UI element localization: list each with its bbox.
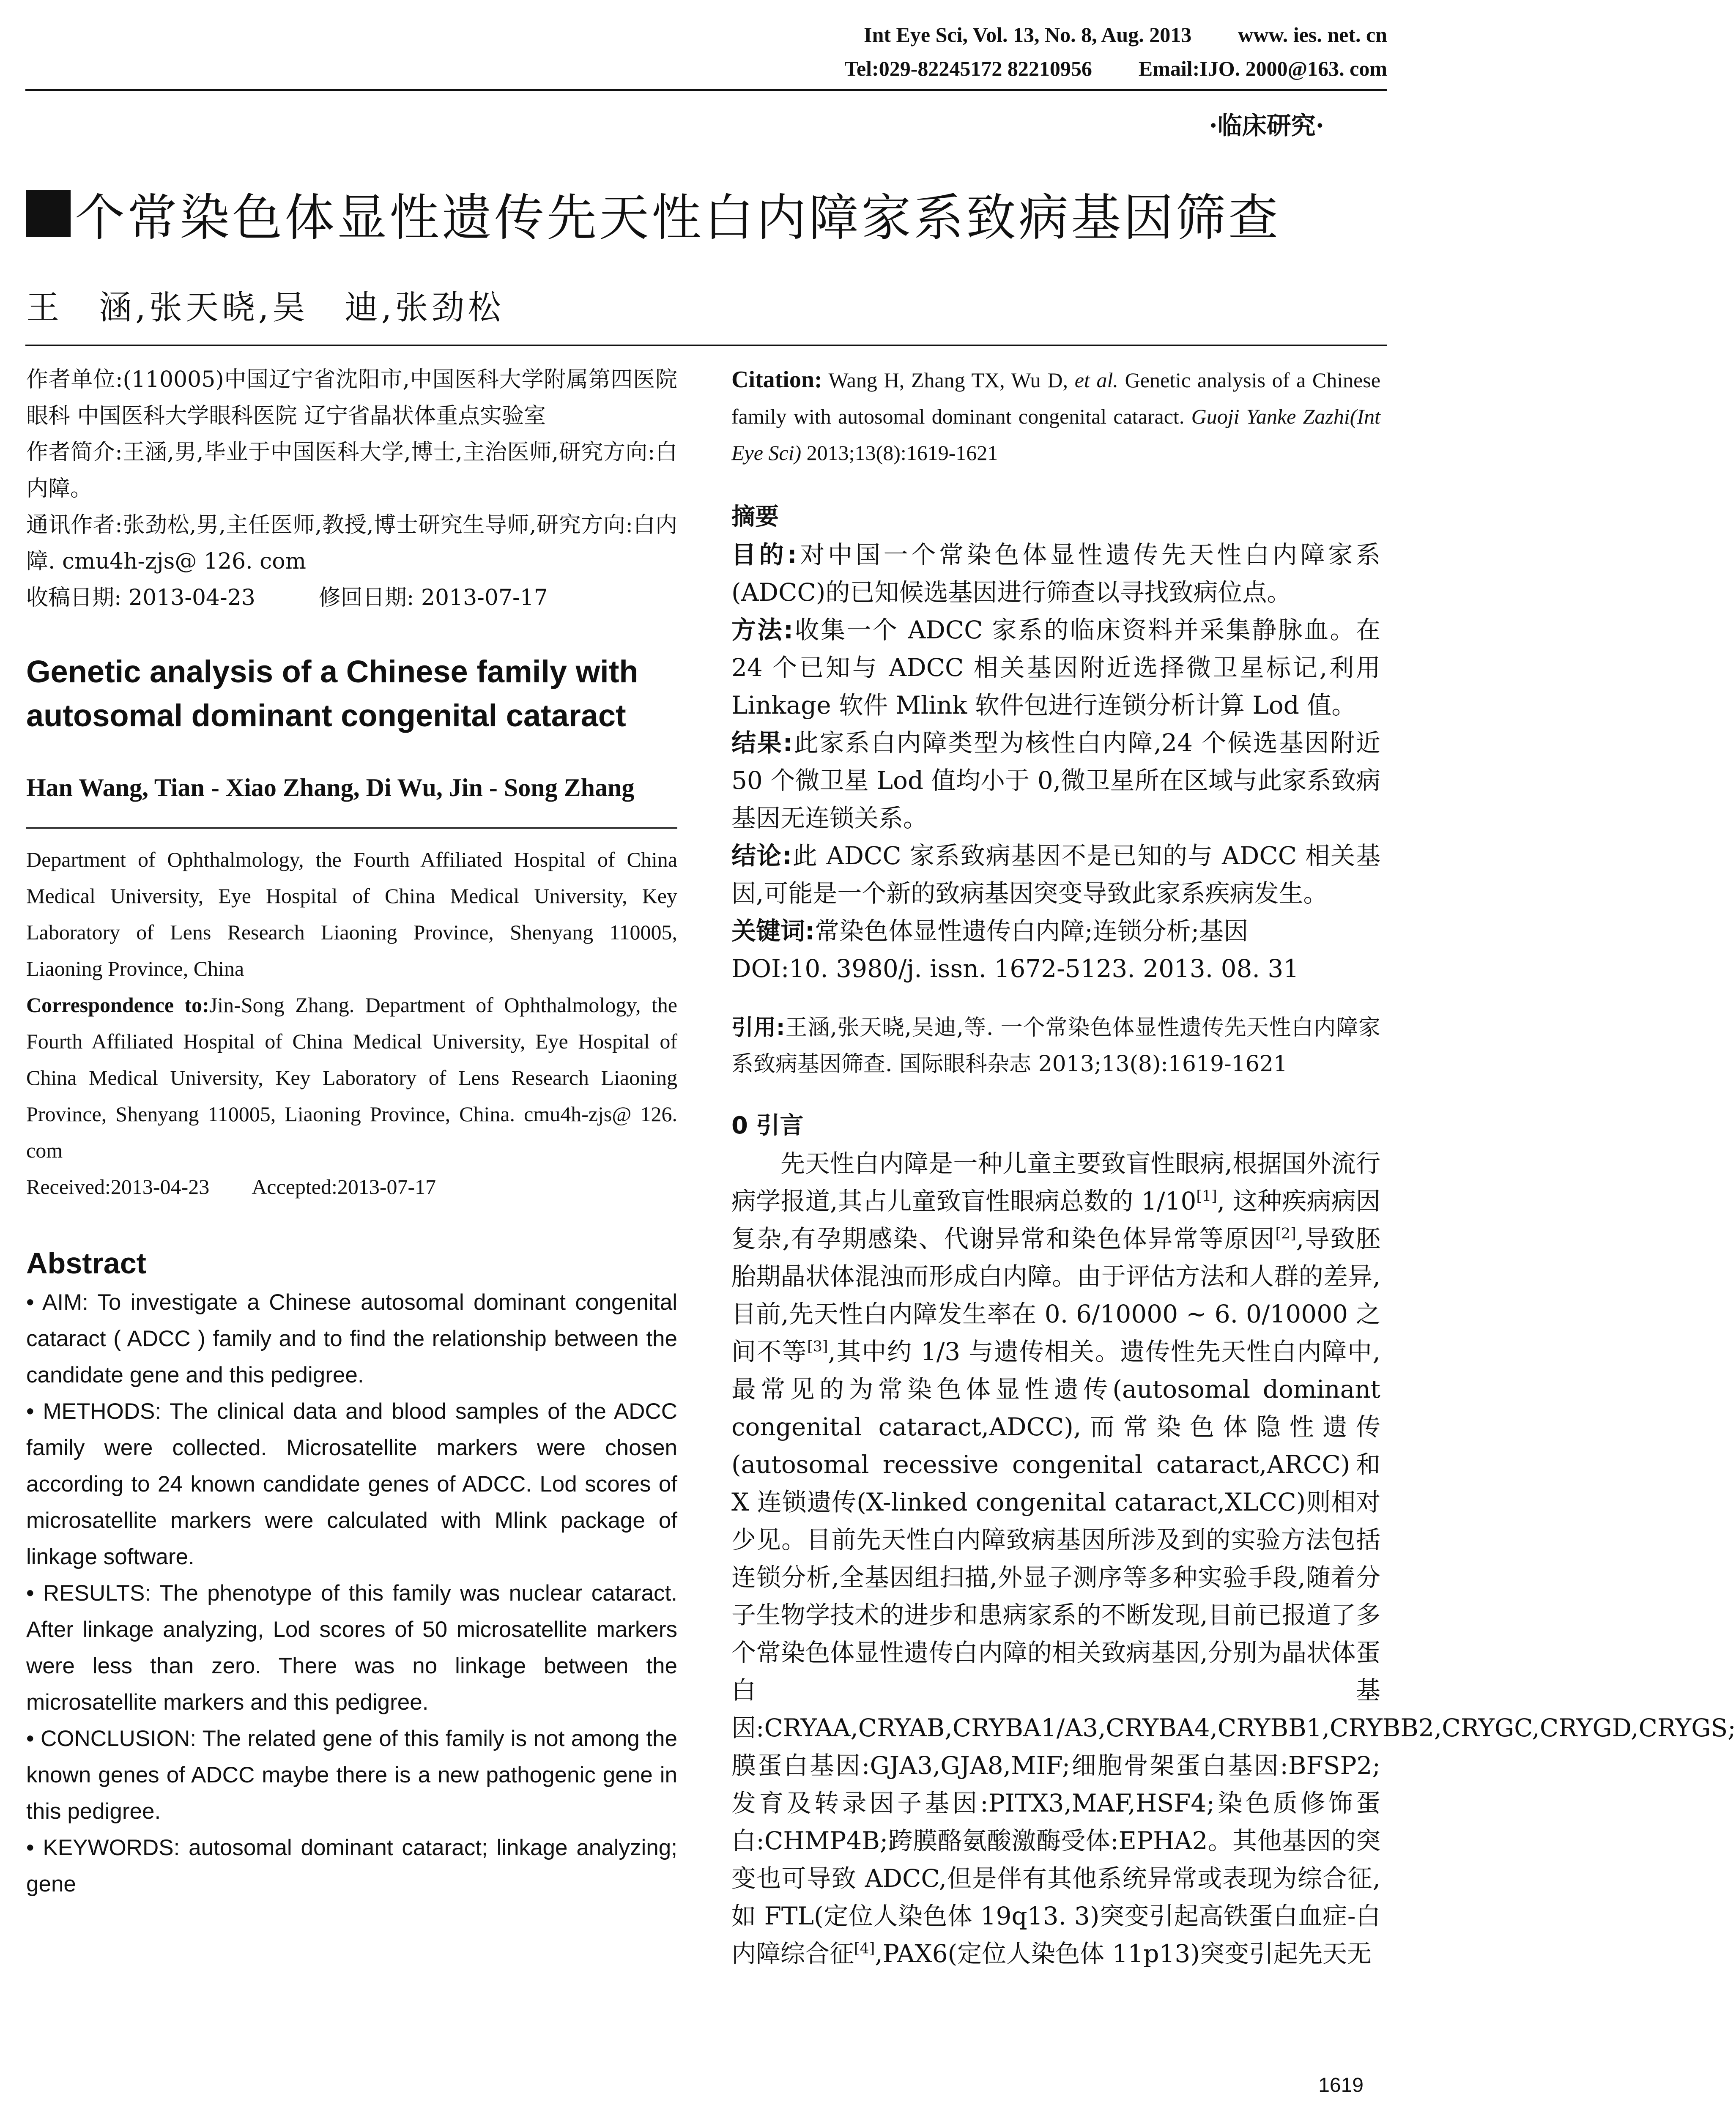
- corresponding-author-cn: [26, 507, 677, 580]
- reference-4[interactable]: [4]: [854, 1940, 875, 1957]
- abstract-cn-aim: [731, 536, 1380, 611]
- bio-label: 作者简介:: [26, 440, 123, 465]
- corr-label: 通讯作者:: [26, 512, 123, 538]
- intro-paragraph: [731, 1145, 1736, 1973]
- correspondence-label: Correspondence to:: [26, 993, 209, 1017]
- accepted-date-en: Accepted:2013-07-17: [252, 1175, 436, 1199]
- citation-cn: [731, 1010, 1380, 1082]
- corr-text: 张劲松,男,主任医师,教授,博士研究生导师,研究方向:白内障. cmu4h-zjs@ 126. com: [26, 512, 677, 574]
- journal-website[interactable]: www. ies. net. cn: [1238, 23, 1387, 47]
- correspondence-text: Jin-Song Zhang. Department of Ophthalmology, the Fourth Affiliated Hospital of China Medical University, Eye Hospital of China Medical University, Key Laboratory of Lens Research Liaoning Province, Shenyang 110005, Liaoning Province, China. cmu4h-zjs@ 126. com: [26, 993, 677, 1162]
- author-affiliation: [26, 361, 677, 434]
- reference-2[interactable]: [2]: [1275, 1225, 1296, 1243]
- received-date-cn: 收稿日期: 2013-04-23: [26, 585, 255, 610]
- intro-text-3: ,导致胚胎期晶状体混浊而形成白内障。由于评估方法和人群的差异,目前,先天性白内障发生率在 0. 6/10000 ~ 6. 0/10000 之间不等: [731, 1224, 1380, 1366]
- bio-text: 王涵,男,毕业于中国医科大学,博士,主治医师,研究方向:白内障。: [26, 440, 677, 501]
- abstract-aim: • AIM: To investigate a Chinese autosomal dominant congenital cataract ( ADCC ) family and to find the relationship between the candidate gene and this pedigree.: [26, 1290, 677, 1388]
- conclusion-cn-text: 此 ADCC 家系致病基因不是已知的与 ADCC 相关基因,可能是一个新的致病基因突变导致此家系疾病发生。: [731, 841, 1380, 908]
- methods-cn-text: 收集一个 ADCC 家系的临床资料并采集静脉血。在 24 个已知与 ADCC 相关基因附近选择微卫星标记,利用 Linkage 软件 Mlink 软件包进行连锁分析计算 Lod 值。: [731, 616, 1380, 720]
- page-number: 1619: [1318, 2074, 1364, 2097]
- abstract-cn-methods: [731, 611, 1380, 724]
- revised-date-cn: 修回日期: 2013-07-17: [318, 585, 548, 610]
- article-title-text: 个常染色体显性遗传先天性白内障家系致病基因筛查: [75, 189, 1281, 247]
- author-rule: [26, 827, 677, 829]
- received-date-en: Received:2013-04-23: [26, 1175, 210, 1199]
- journal-email[interactable]: Email:IJO. 2000@163. com: [1138, 57, 1387, 80]
- section-tag: ·临床研究·: [1209, 111, 1324, 140]
- journal-tel: Tel:029-82245172 82210956: [844, 57, 1092, 80]
- citation-cn-label: 引用:: [731, 1015, 785, 1040]
- methods-cn-label: 方法:: [731, 616, 794, 644]
- reference-1[interactable]: [1]: [1196, 1188, 1217, 1205]
- article-title: [26, 178, 1281, 249]
- left-column: [26, 361, 677, 1902]
- title-redacted-block: [26, 190, 71, 237]
- dates-cn: [26, 580, 677, 616]
- author-list-cn: 王 涵,张天晓,吴 迪,张劲松: [26, 289, 504, 327]
- citation-cn-text: 王涵,张天晓,吴迪,等. 一个常染色体显性遗传先天性白内障家系致病基因筛查. 国际眼科杂志 2013;13(8):1619-1621: [731, 1015, 1380, 1077]
- citation-label: Citation:: [731, 367, 822, 393]
- dates-en: [26, 1169, 677, 1205]
- abstract-cn-results: [731, 724, 1380, 837]
- results-cn-text: 此家系白内障类型为核性白内障,24 个候选基因附近 50 个微卫星 Lod 值均小于 0,微卫星所在区域与此家系致病基因无连锁关系。: [731, 728, 1380, 832]
- intro-text-1: 先天性白内障是一种儿童主要致盲性眼病,根据国外流行病学报道,其占儿童致盲性眼病总数的 1/10: [731, 1149, 1380, 1215]
- citation-en: [731, 361, 1380, 471]
- aim-cn-label: 目的:: [731, 540, 797, 569]
- abstract-cn-heading: 摘要: [731, 503, 779, 531]
- citation-authors: Wang H, Zhang TX, Wu D,: [828, 368, 1068, 392]
- author-list-en: Han Wang, Tian - Xiao Zhang, Di Wu, Jin - Song Zhang: [26, 774, 635, 802]
- affiliation-text: (110005)中国辽宁省沈阳市,中国医科大学附属第四医院眼科 中国医科大学眼科医院 辽宁省晶状体重点实验室: [26, 367, 677, 429]
- abstract-results: • RESULTS: The phenotype of this family was nuclear cataract. After linkage analyzing, Lod scores of 50 microsatellite markers were less than zero. There was no linkage between the microsatellite markers and this pedigree.: [26, 1581, 677, 1715]
- keywords-cn-text: 常染色体显性遗传白内障;连锁分析;基因: [815, 917, 1249, 945]
- abstract-conclusion: • CONCLUSION: The related gene of this family is not among the known genes of ADCC maybe there is a new pathogenic gene in this pedigree.: [26, 1726, 677, 1824]
- abstract-cn-keywords: [731, 912, 1380, 950]
- author-bio: [26, 434, 677, 507]
- department-en: Department of Ophthalmology, the Fourth Affiliated Hospital of China Medical University, Eye Hospital of China Medical University, Key Laboratory of Lens Research Liaoning Province, Shenyang 110005, Liaoning Province, China: [26, 848, 677, 980]
- reference-3[interactable]: [3]: [807, 1338, 828, 1355]
- english-title: Genetic analysis of a Chinese family with autosomal dominant congenital cataract: [26, 654, 638, 733]
- header-rule: [25, 89, 1387, 91]
- abstract-keywords: • KEYWORDS: autosomal dominant cataract; linkage analyzing; gene: [26, 1835, 677, 1897]
- right-column: [731, 361, 1736, 1973]
- abstract-heading: Abstract: [26, 1247, 146, 1280]
- affiliation-label: 作者单位:: [26, 367, 123, 392]
- title-rule: [25, 345, 1387, 346]
- keywords-cn-label: 关键词:: [731, 917, 815, 945]
- citation-title: Genetic analysis of a Chinese family with autosomal dominant congenital cataract.: [731, 368, 1381, 428]
- aim-cn-text: 对中国一个常染色体显性遗传先天性白内障家系(ADCC)的已知候选基因进行筛查以寻找致病位点。: [731, 540, 1380, 607]
- conclusion-cn-label: 结论:: [731, 841, 792, 870]
- intro-text-5: ,PAX6(定位人染色体 11p13)突变引起先天无: [875, 1939, 1372, 1968]
- citation-etal: et al.: [1074, 368, 1118, 392]
- results-cn-label: 结果:: [731, 728, 793, 757]
- abstract-cn-conclusion: [731, 837, 1380, 912]
- intro-text-4: ,其中约 1/3 与遗传相关。遗传性先天性白内障中,最常见的为常染色体显性遗传(autosomal dominant congenital cataract,ADCC),而常染色体隐性遗传(autosomal recessive congenital cataract,ARCC)和 X 连锁遗传(X-linked congenital cataract,XLCC)则相对少见。目前先天性白内障致病基因所涉及到的实验方法包括连锁分析,全基因组扫描,外显子测序等多种实验手段,随着分子生物学技术的进步和患病家系的不断发现,目前已报道了多个常染色体显性遗传白内障的相关致病基因,分别为晶状体蛋白基因:CRYAA,CRYAB,CRYBA1/A3,CRYBA4,CRYBB1,CRYBB2,CRYGC,CRYGD,CRYGS;膜蛋白基因:GJA3,GJA8,MIF;细胞骨架蛋白基因:BFSP2;发育及转录因子基因:PITX3,MAF,HSF4;染色质修饰蛋白:CHMP4B;跨膜酪氨酸激酶受体:EPHA2。其他基因的突变也可导致 ADCC,但是伴有其他系统异常或表现为综合征,如 FTL(定位人染色体 19q13. 3)突变引起高铁蛋白血症-白内障综合征: [731, 1337, 1736, 1968]
- citation-volume: 2013;13(8):1619-1621: [806, 441, 998, 465]
- citation-journal: Guoji Yanke Zazhi(Int Eye Sci): [731, 405, 1381, 465]
- running-header: [844, 18, 1387, 85]
- intro-text-2: , 这种疾病病因复杂,有孕期感染、代谢异常和染色体异常等原因: [731, 1187, 1381, 1253]
- abstract-methods: • METHODS: The clinical data and blood samples of the ADCC family were collected. Microsatellite markers were chosen according to 24 known candidate genes of ADCC. Lod scores of microsatellite markers were calculated with Mlink package of linkage software.: [26, 1399, 677, 1569]
- correspondence-en: [26, 987, 677, 1169]
- journal-info: Int Eye Sci, Vol. 13, No. 8, Aug. 2013: [864, 23, 1192, 47]
- intro-heading: 0 引言: [731, 1112, 804, 1139]
- doi[interactable]: DOI:10. 3980/j. issn. 1672-5123. 2013. 08. 31: [731, 954, 1299, 983]
